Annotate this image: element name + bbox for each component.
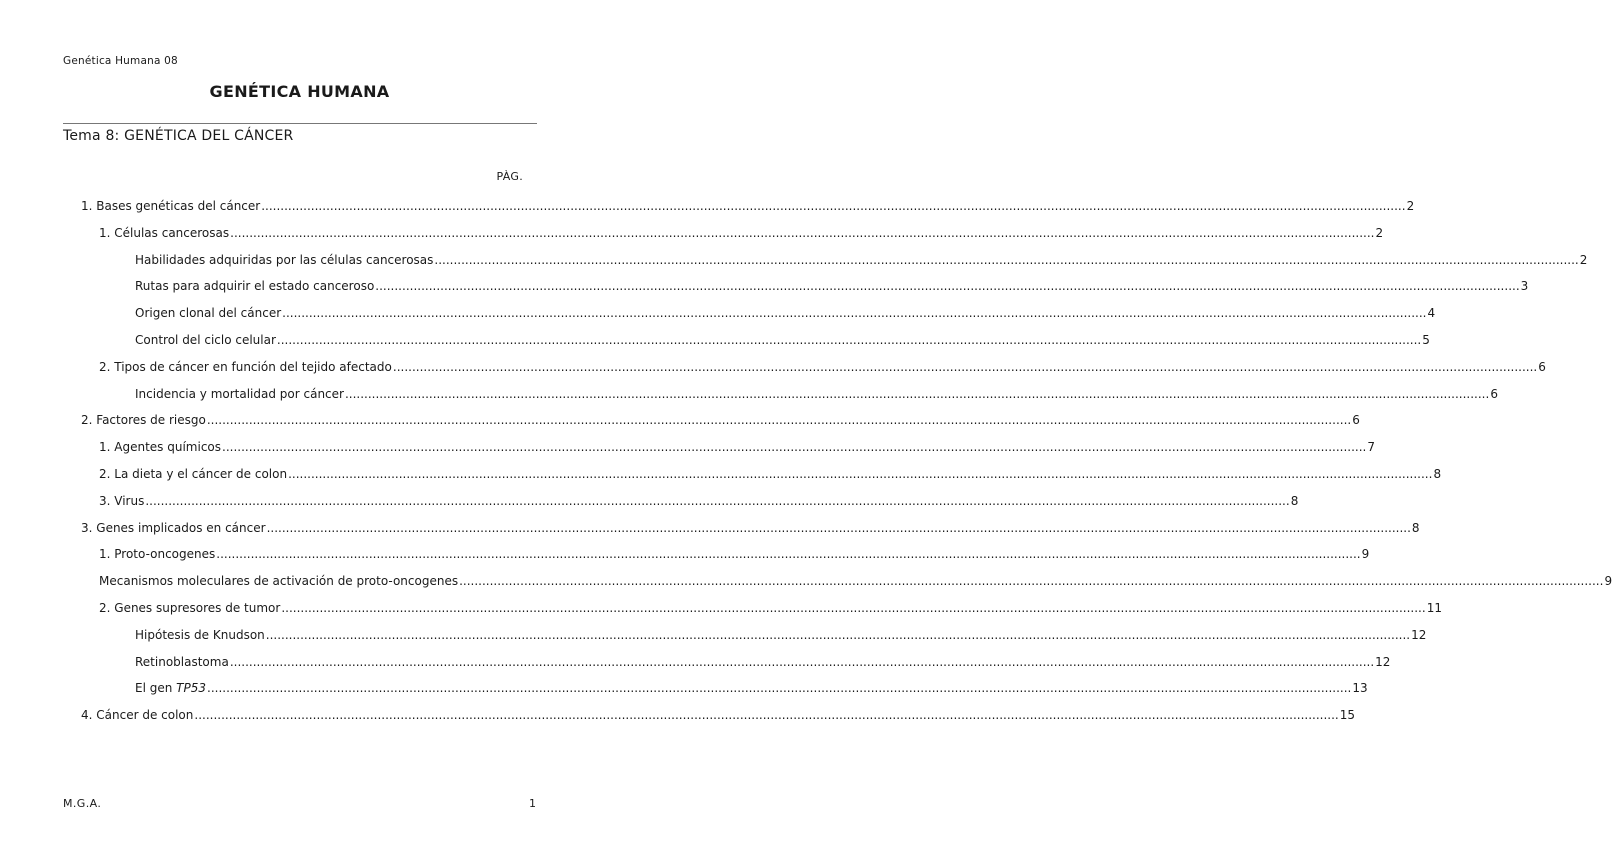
toc-entry (135, 678, 1368, 698)
toc-leader-dots: ............................................................................................................................................................................................................................................................................................................ (282, 306, 1427, 321)
toc-entry-page: 4 (1427, 306, 1436, 321)
toc-entry-page: 3 (1520, 279, 1529, 294)
toc-leader-dots: ............................................................................................................................................................................................................................................................................................................ (266, 520, 1411, 535)
toc-entry (81, 410, 1360, 430)
toc-entry (81, 196, 1415, 216)
toc-leader-dots: ............................................................................................................................................................................................................................................................................................................ (434, 252, 1579, 267)
toc-entry (135, 384, 1498, 404)
toc-entry-page: 2 (1579, 252, 1588, 267)
toc-entry-page: 8 (1433, 467, 1442, 481)
toc-entry-label: 4. Cáncer de colon (81, 708, 194, 723)
toc-entry-page: 7 (1367, 440, 1375, 455)
toc-entry-label: 3. Virus (99, 493, 145, 508)
toc-entry-label: Hipótesis de Knudson (135, 627, 265, 642)
toc-entry-label: Retinoblastoma (135, 654, 229, 669)
toc-leader-dots: ............................................................................................................................................................................................................................................................................................................ (222, 440, 1367, 455)
toc-entry-page: 2 (1406, 199, 1415, 213)
toc-entry (99, 437, 1375, 457)
toc-entry-label: Habilidades adquiridas por las células cancerosas (135, 252, 434, 267)
toc-entry-page: 15 (1339, 708, 1355, 723)
toc-leader-dots: ............................................................................................................................................................................................................................................................................................................ (216, 547, 1361, 562)
toc-entry (81, 518, 1420, 538)
toc-entry (99, 223, 1384, 243)
toc-entry-label: 2. Genes supresores de tumor (99, 601, 281, 615)
toc-leader-dots: ............................................................................................................................................................................................................................................................................................................ (261, 199, 1406, 213)
toc-leader-dots: ............................................................................................................................................................................................................................................................................................................ (194, 708, 1339, 723)
toc-entry-label: Control del ciclo celular (135, 333, 276, 347)
toc-entry (135, 625, 1427, 645)
toc-entry (135, 652, 1391, 672)
toc-entry-page: 5 (1422, 333, 1430, 347)
toc-leader-dots: ............................................................................................................................................................................................................................................................................................................ (145, 493, 1290, 508)
toc-entry-label: Origen clonal del cáncer (135, 306, 282, 321)
toc-entry-page: 13 (1352, 681, 1368, 696)
footer-page-number: 1 (529, 797, 536, 810)
toc-entry-label: 1. Proto-oncogenes (99, 547, 216, 562)
running-header: Genética Humana 08 (63, 55, 178, 67)
toc-entry-label: 1. Células cancerosas (99, 225, 230, 240)
toc-entry-label: 2. Tipos de cáncer en función del tejido afectado (99, 359, 392, 374)
footer-author: M.G.A. (63, 797, 102, 810)
toc-leader-dots: ............................................................................................................................................................................................................................................................................................................ (281, 601, 1426, 615)
chapter-subtitle: Tema 8: GENÉTICA DEL CÁNCER (63, 128, 294, 144)
toc-leader-dots: ............................................................................................................................................................................................................................................................................................................ (392, 359, 1538, 374)
toc-leader-dots: ............................................................................................................................................................................................................................................................................................................ (288, 467, 1433, 481)
toc-entry-page: 12 (1411, 627, 1427, 642)
toc-leader-dots: ............................................................................................................................................................................................................................................................................................................ (375, 279, 1520, 294)
toc-entry-page: 11 (1426, 601, 1442, 615)
document-title: GENÉTICA HUMANA (209, 82, 390, 101)
toc-entry-page: 9 (1604, 574, 1612, 589)
page-column-label: PÀG. (496, 170, 523, 183)
toc-leader-dots: ............................................................................................................................................................................................................................................................................................................ (344, 386, 1490, 401)
toc-entry (99, 544, 1370, 564)
toc-entry-page: 8 (1290, 493, 1299, 508)
toc-leader-dots: ............................................................................................................................................................................................................................................................................................................ (265, 627, 1411, 642)
toc-entry-page: 6 (1352, 413, 1360, 428)
toc-entry (135, 303, 1436, 323)
toc-entry-page: 6 (1538, 359, 1546, 374)
toc-entry (99, 464, 1442, 484)
toc-entry-label: 2. Factores de riesgo (81, 413, 206, 428)
toc-entry-label: 1. Agentes químicos (99, 440, 222, 455)
toc-entry-page: 2 (1375, 225, 1384, 240)
toc-entry (81, 705, 1355, 725)
toc-entry (135, 330, 1430, 350)
toc-entry-label: El gen TP53 (135, 681, 206, 696)
toc-entry-label: Rutas para adquirir el estado canceroso (135, 279, 375, 294)
toc-entry-label: 1. Bases genéticas del cáncer (81, 199, 261, 213)
toc-entry-label: 2. La dieta y el cáncer de colon (99, 467, 288, 481)
toc-entry (99, 571, 1612, 591)
toc-leader-dots: ............................................................................................................................................................................................................................................................................................................ (229, 654, 1375, 669)
toc-leader-dots: ............................................................................................................................................................................................................................................................................................................ (230, 225, 1375, 240)
toc-leader-dots: ............................................................................................................................................................................................................................................................................................................ (207, 681, 1352, 696)
title-divider (63, 123, 537, 124)
toc-entry (99, 598, 1442, 618)
toc-leader-dots: ............................................................................................................................................................................................................................................................................................................ (276, 333, 1422, 347)
toc-entry-label: 3. Genes implicados en cáncer (81, 520, 266, 535)
toc-entry-page: 12 (1375, 654, 1391, 669)
toc-entry-label: Incidencia y mortalidad por cáncer (135, 386, 344, 401)
toc-leader-dots: ............................................................................................................................................................................................................................................................................................................ (206, 413, 1352, 428)
toc-entry (135, 250, 1588, 270)
toc-entry (99, 357, 1546, 377)
toc-entry-page: 9 (1361, 547, 1370, 562)
toc-entry (135, 276, 1529, 296)
toc-leader-dots: ............................................................................................................................................................................................................................................................................................................ (459, 574, 1604, 589)
toc-entry (99, 491, 1299, 511)
toc-entry-page: 6 (1490, 386, 1498, 401)
toc-entry-page: 8 (1411, 520, 1420, 535)
toc-entry-label: Mecanismos moleculares de activación de proto-oncogenes (99, 574, 459, 589)
